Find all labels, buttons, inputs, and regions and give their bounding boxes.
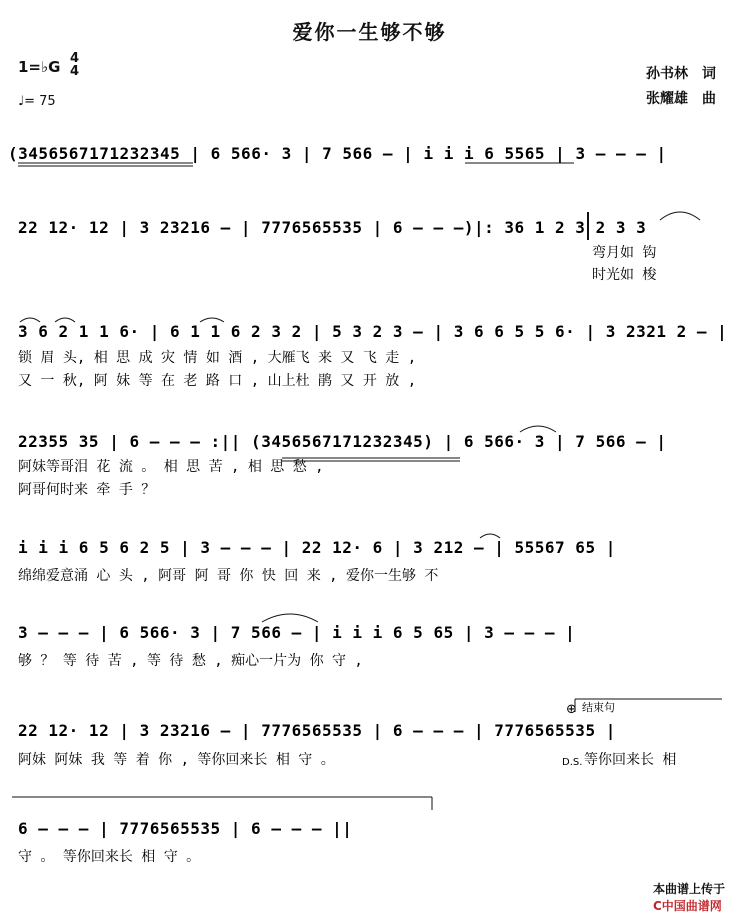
footer-text: 本曲谱上传于 [652, 882, 725, 896]
logo-letter: C [652, 899, 662, 913]
notation-row-1: (3456567171232345 | 6 566· 3 | 7 566 – | i i i 6 5565 | 3 – – – | [8, 144, 667, 163]
key-signature: 1=♭G [18, 58, 61, 76]
lyric-row-5: 绵绵爱意涌 心 头 , 阿哥 阿 哥 你 快 回 来 , 爱你一生够 不 [18, 568, 439, 584]
lyric-row-8: 守 。 等你回来长 相 守 。 [18, 849, 201, 865]
upload-footer [645, 866, 725, 914]
notation-row-3: 3 6 2 1 1 6· | 6 1 1 6 2 3 2 | 5 3 2 3 – | 3 6 6 5 5 6· | 3 2321 2 – | [18, 322, 728, 341]
composer-credit: 张耀雄 曲 [646, 91, 716, 107]
notation-row-8: 6 – – – | 7776565535 | 6 – – – || [18, 819, 353, 838]
site-logo-icon [653, 899, 722, 913]
lyric-row-2a: 弯月如 钩 [592, 245, 657, 261]
notation-row-7: 22 12· 12 | 3 23216 – | 7776565535 | 6 – – – | 7776565535 | [18, 721, 616, 740]
logo-text: 中国曲谱网 [661, 899, 722, 913]
lyric-row-3b: 又 一 秋, 阿 妹 等 在 老 路 口 , 山上杜 鹃 又 开 放 , [18, 373, 417, 389]
time-signature-bottom: 4 [70, 64, 80, 79]
lyric-row-4b: 阿哥何时来 牵 手 ？ [18, 482, 156, 498]
tempo-marking: ♩= 75 [18, 94, 56, 109]
notation-row-4: 22355 35 | 6 – – – :|| (3456567171232345) | 6 566· 3 | 7 566 – | [18, 432, 667, 451]
lyric-row-2b: 时光如 梭 [592, 267, 657, 283]
lyric-row-3a: 锁 眉 头, 相 思 成 灾 情 如 酒 , 大雁飞 来 又 飞 走 , [18, 350, 417, 366]
lyricist-credit: 孙书林 词 [646, 66, 716, 82]
lyric-row-4a: 阿妹等哥泪 花 流 。 相 思 苦 , 相 思 愁 , [18, 459, 324, 475]
lyric-row-7: 阿妹 阿妹 我 等 着 你 , 等你回来长 相 守 。 [18, 752, 335, 768]
slur [262, 614, 318, 622]
lyric-row-6: 够 ？ 等 待 苦 , 等 待 愁 , 痴心一片为 你 守 , [18, 653, 363, 669]
lyric-row-7-end: 等你回来长 相 [584, 752, 677, 768]
coda-symbol: ⊕ [566, 702, 577, 717]
song-title: 爱你一生够不够 [292, 20, 447, 44]
notation-row-2: 22 12· 12 | 3 23216 – | 7776565535 | 6 – – –)|: 36 1 2 3 2 3 3 [18, 218, 647, 237]
slur [660, 212, 700, 220]
notation-row-5: i i i 6 5 6 2 5 | 3 – – – | 22 12· 6 | 3 212 – | 55567 65 | [18, 538, 616, 557]
ds-marking: D.S. [562, 757, 583, 768]
time-signature-top: 4 [70, 51, 80, 66]
notation-row-6: 3 – – – | 6 566· 3 | 7 566 – | i i i 6 5 65 | 3 – – – | [18, 623, 576, 642]
coda-label: 结束句 [582, 701, 615, 714]
